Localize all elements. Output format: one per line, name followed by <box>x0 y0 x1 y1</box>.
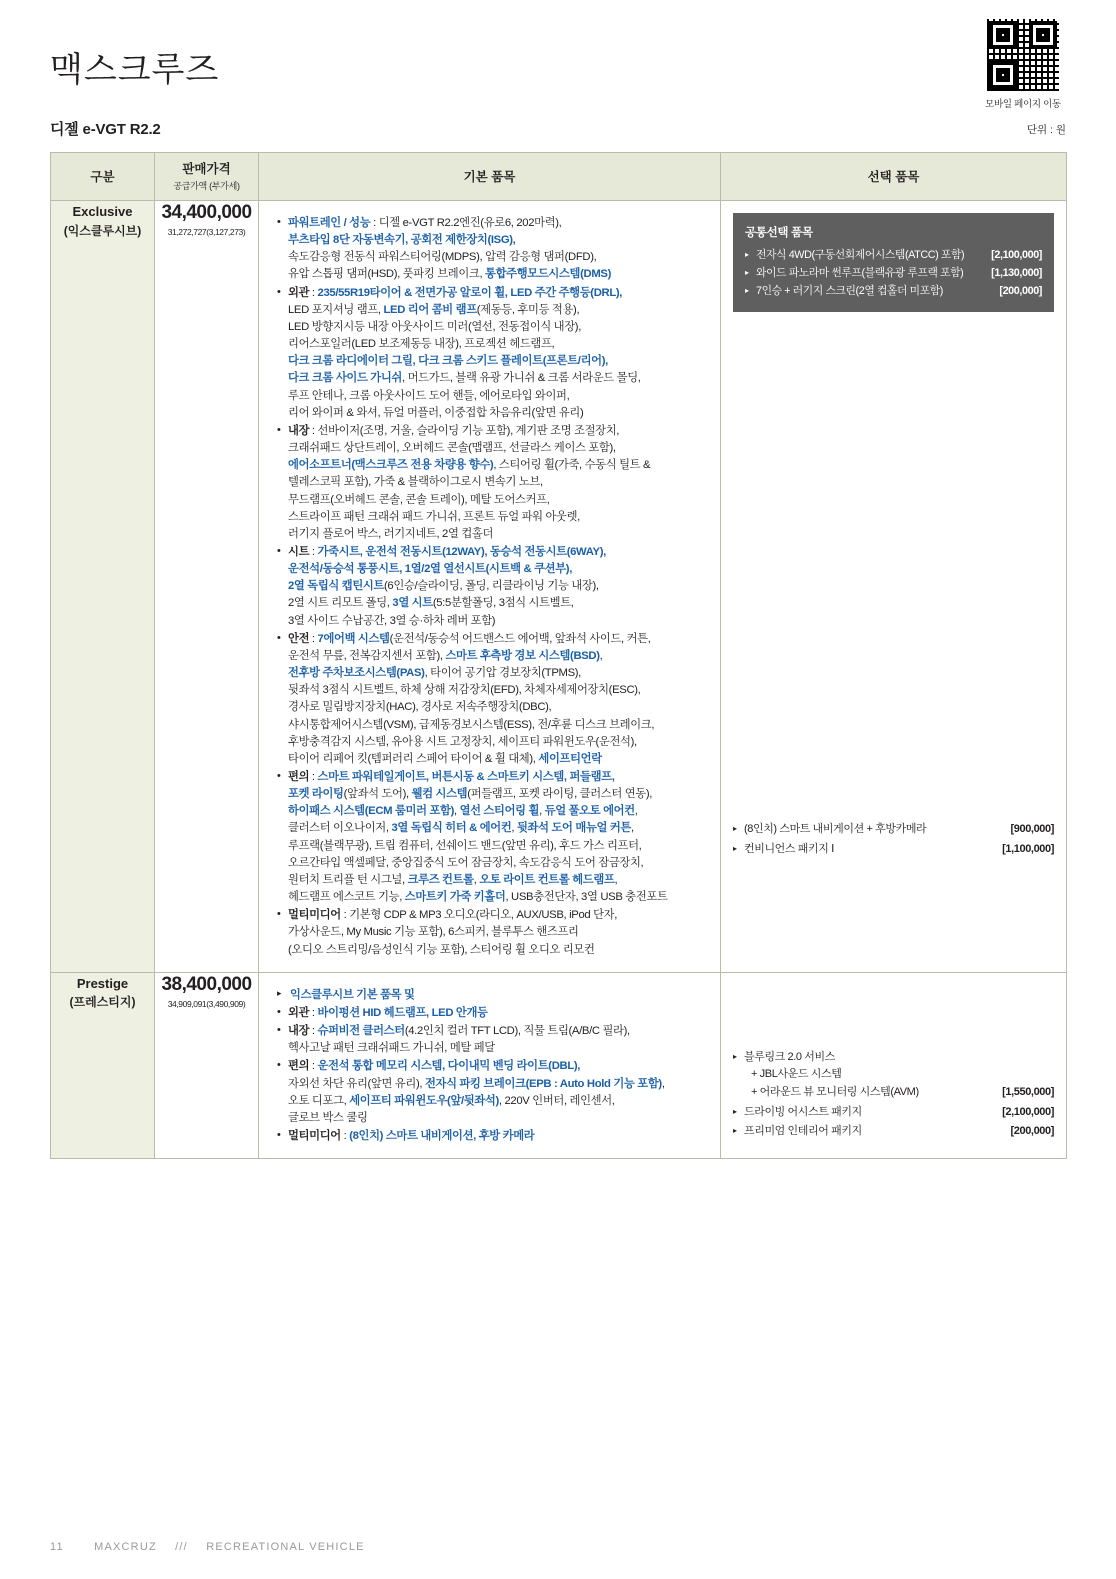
group-label: 내장 <box>288 424 310 437</box>
group-line: 후방충격감지 시스템, 유아용 시트 고정장치, 세이프티 파워윈도우(운전석), <box>288 735 637 748</box>
group-line: 루프랙(블랙무광), 트립 컴퓨터, 선쉐이드 밴드(앞면 유리), 후드 가스 리프터, <box>288 839 642 852</box>
group-line: 운전석 통합 메모리 시스템, 다이내믹 벤딩 라이트(DBL), <box>317 1060 581 1073</box>
group-line: 가죽시트, 운전석 전동시트(12WAY), 동승석 전동시트(6WAY), <box>317 545 606 558</box>
page-number: 11 <box>50 1541 64 1553</box>
engine-label: 디젤 e-VGT R2.2 <box>50 121 161 138</box>
option-price: [1,100,000] <box>1002 842 1054 855</box>
group-line: 선바이저(조명, 거울, 슬라이딩 기능 포함), 계기판 조명 조절장치, <box>317 424 620 437</box>
group-line: 리어 와이퍼 & 와셔, 듀얼 머플러, 이중접합 차음유리(앞면 유리) <box>288 406 584 419</box>
option-label: (8인치) 스마트 내비게이션 + 후방카메라 <box>744 823 927 835</box>
group-line: 스트라이프 패턴 크래쉬 패드 가니쉬, 프론트 듀얼 파워 아웃렛, <box>288 510 580 523</box>
option-price: [200,000] <box>1010 1125 1054 1138</box>
col-header-price-main: 판매가격 <box>182 162 231 176</box>
col-header-category: 구분 <box>51 153 155 201</box>
qr-caption: 모바일 페이지 이동 <box>985 99 1061 110</box>
qr-code-block <box>980 18 1066 110</box>
group-line: 오르간타입 액셀페달, 중앙집중식 도어 잠금장치, 속도감응식 도어 잠금장치, <box>288 856 644 869</box>
price-value: 38,400,000 <box>161 973 252 995</box>
basic-items-prestige <box>259 972 721 1158</box>
group-line: 원터치 트리플 턴 시그널, 크루즈 컨트롤, 오토 라이트 컨트롤 헤드램프, <box>288 873 618 886</box>
group-line: (8인치) 스마트 내비게이션, 후방 카메라 <box>349 1129 535 1142</box>
list-item: • 편의 : 운전석 통합 메모리 시스템, 다이내믹 벤딩 라이트(DBL), 자외선 차단 유리(앞면 유리), 전자식 파킹 브레이크(EPB : Auto Hold 기능 포함), 오토 디포그, 세이프티 파워윈도우(앞/뒷좌석), 220V 인버터, 레인센서, 글로브 박스 쿨링 <box>277 1058 708 1127</box>
group-label: 외관 <box>288 1006 310 1019</box>
arrow-icon: ▸ <box>745 285 749 295</box>
group-line: 운전석 무릎, 전복감지센서 포함), 스마트 후측방 경보 시스템(BSD), <box>288 649 603 662</box>
price-cell-exclusive <box>155 201 259 973</box>
group-line: 리어스포일러(LED 보조제동등 내장), 프로젝션 헤드램프, <box>288 338 555 351</box>
group-line: 헤드램프 에스코트 기능, 스마트키 가죽 키홀더, USB충전단자, 3열 USB 충전포트 <box>288 891 668 904</box>
table-row <box>51 972 1067 1158</box>
option-item[interactable] <box>733 841 1054 859</box>
option-price: [2,100,000] <box>991 249 1042 261</box>
page-header <box>50 0 1066 118</box>
option-price: [200,000] <box>999 284 1042 297</box>
col-header-basic: 기본 품목 <box>259 153 721 201</box>
option-sub-label: + JBL사운드 시스템 <box>751 1068 842 1081</box>
trim-name: Exclusive <box>72 204 133 219</box>
group-line: 오토 디포그, 세이프티 파워윈도우(앞/뒷좌석), 220V 인버터, 레인센서, <box>288 1094 615 1107</box>
option-label: 프리미엄 인테리어 패키지 <box>744 1125 862 1138</box>
col-header-price-sub: 공급가액 (부가세) <box>173 181 240 191</box>
group-line: 무드램프(오버헤드 콘솔, 콘솔 트레이), 메탈 도어스커프, <box>288 493 550 506</box>
group-line: 3열 사이드 수납공간, 3열 승·하차 레버 포함) <box>288 614 496 627</box>
page-title: 맥스크루즈 <box>50 51 220 89</box>
option-price: [900,000] <box>1010 823 1054 835</box>
trim-name: Prestige <box>76 975 129 991</box>
option-items-prestige <box>721 972 1067 1158</box>
group-line: LED 포지셔닝 램프, LED 리어 콤비 램프(제동등, 후미등 적용), <box>288 303 580 316</box>
arrow-icon: ▸ <box>733 824 737 833</box>
group-line: 슈퍼비전 클러스터(4.2인치 컬러 TFT LCD), 직물 트림(A/B/C 필라), <box>317 1025 630 1038</box>
price-value: 34,400,000 <box>161 202 252 223</box>
basic-items-exclusive <box>259 201 721 973</box>
arrow-icon: ▸ <box>745 250 749 259</box>
common-option-box <box>733 213 1054 312</box>
option-item[interactable] <box>733 1104 1054 1122</box>
trim-name-kr: (익스클루시브) <box>63 223 142 238</box>
list-item: • 내장 : 슈퍼비전 클러스터(4.2인치 컬러 TFT LCD), 직물 트림(A/B/C 필라), 헥사고날 패턴 크래쉬패드 가니쉬, 메탈 페달 <box>277 1023 708 1057</box>
spec-table <box>50 152 1067 1159</box>
common-option-title: 공통선택 품목 <box>745 227 813 239</box>
group-line: 2열 시트 리모트 폴딩, 3열 시트(5:5분할폴딩, 3점식 시트벨트, <box>288 597 574 610</box>
group-line: 다크 크롬 라디에이터 그릴, 다크 크롬 스키드 플레이트(프론트/리어), <box>288 355 608 368</box>
list-item: • 파워트레인 / 성능 : 디젤 e-VGT R2.2엔진(유로6, 202마력), 부츠타입 8단 자동변속기, 공회전 제한장치(ISG), 속도감응형 전동식 파워스티어링(MDPS), 압력 감응형 댐퍼(DFD), 유압 스톱핑 댐퍼(HSD), 풋파킹 브레이크, 통합주행모드시스템(DMS) <box>277 215 708 284</box>
group-line: 바이펑션 HID 헤드램프, LED 안개등 <box>317 1006 488 1019</box>
group-line: 2열 독립식 캡틴시트(6인승/슬라이딩, 폴딩, 리클라이닝 기능 내장), <box>288 580 599 593</box>
list-item: • 외관 : 바이펑션 HID 헤드램프, LED 안개등 <box>277 1005 708 1022</box>
group-line: 속도감응형 전동식 파워스티어링(MDPS), 압력 감응형 댐퍼(DFD), <box>288 251 597 264</box>
arrow-icon: ▸ <box>745 267 749 277</box>
price-cell-prestige <box>155 972 259 1158</box>
group-line: 클러스터 이오나이저, 3열 독립식 히터 & 에어컨, 뒷좌석 도어 매뉴얼 커튼, <box>288 822 634 835</box>
group-line: 하이패스 시스템(ECM 룸미러 포함), 열선 스티어링 휠, 듀얼 풀오토 에어컨, <box>288 805 638 818</box>
group-label: 익스클루시브 기본 품목 및 <box>290 988 415 1001</box>
group-line: 포켓 라이팅(앞좌석 도어), 웰컴 시스템(퍼들램프, 포켓 라이팅, 클러스터 연동), <box>288 788 653 801</box>
group-line: 235/55R19타이어 & 전면가공 알로이 휠, LED 주간 주행등(DRL), <box>317 286 623 299</box>
option-items-exclusive <box>721 201 1067 973</box>
unit-label: 단위 : 원 <box>1026 124 1066 136</box>
option-label: 드라이빙 어시스트 패키지 <box>744 1105 862 1118</box>
group-label: 편의 <box>288 771 310 783</box>
group-label: 외관 <box>288 286 310 299</box>
group-line: 크래쉬패드 상단트레이, 오버헤드 콘솔(맵램프, 선글라스 케이스 포함), <box>288 442 616 455</box>
col-header-price <box>155 153 259 201</box>
table-header-row <box>51 153 1067 201</box>
group-label: 안전 <box>288 632 310 645</box>
group-line: 가상사운드, My Music 기능 포함), 6스피커, 블루투스 핸즈프리 <box>288 926 579 939</box>
group-line: 유압 스톱핑 댐퍼(HSD), 풋파킹 브레이크, 통합주행모드시스템(DMS) <box>288 268 611 281</box>
group-label: 멀티미디어 <box>288 1129 341 1142</box>
group-line: 7에어백 시스템(운전석/동승석 어드밴스드 에어백, 앞좌석 사이드, 커튼, <box>317 632 651 645</box>
group-line: 헥사고날 패턴 크래쉬패드 가니쉬, 메탈 페달 <box>288 1042 495 1055</box>
group-line: 텔레스코픽 포함), 가죽 & 블랙하이그로시 변속기 노브, <box>288 476 543 489</box>
list-item: • 안전 : 7에어백 시스템(운전석/동승석 어드밴스드 에어백, 앞좌석 사이드, 커튼, 운전석 무릎, 전복감지센서 포함), 스마트 후측방 경보 시스템(BSD), 전후방 주차보조시스템(PAS), 타이어 공기압 경보장치(TPMS), 뒷좌석 3점식 시트벨트, 하체 상해 저감장치(EFD), 차체자세제어장치(ESC), 경사로 밀림방지장치(HAC), 경사로 저속주행장치(DBC), 샤시통합제어시스템(VSM), 급제동경보시스템(ESS), 전/후륜 디스크 브레이크, 후방충격감지 시스템, 유아용 시트 고정장치, 세이프티 파워윈도우(운전석), 타이어 리페어 킷(템퍼러리 스페어 타이어 & 휠 대체), 세이프티언락 <box>277 631 708 768</box>
group-label: 내장 <box>288 1025 310 1038</box>
option-price: [1,550,000] <box>1002 1085 1054 1098</box>
option-item[interactable] <box>733 1049 1054 1102</box>
list-item <box>277 987 708 1004</box>
group-line: 부츠타입 8단 자동변속기, 공회전 제한장치(ISG), <box>288 234 516 247</box>
group-label: 편의 <box>288 1060 310 1073</box>
basic-items-list <box>271 987 708 1145</box>
price-supply-value: 31,272,727(3,127,273) <box>167 227 246 237</box>
group-line: 자외선 차단 유리(앞면 유리), 전자식 파킹 브레이크(EPB : Auto Hold 기능 포함), <box>288 1077 665 1090</box>
group-label: 멀티미디어 <box>288 909 341 922</box>
footer-model: MAXCRUZ <box>94 1541 157 1553</box>
page-footer <box>50 1541 365 1553</box>
arrow-icon: ▸ <box>733 843 737 853</box>
option-sub-label: + 어라운드 뷰 모니터링 시스템(AVM) <box>751 1085 919 1098</box>
option-item[interactable] <box>733 821 1054 839</box>
list-item: • 내장 : 선바이저(조명, 거울, 슬라이딩 기능 포함), 계기판 조명 조절장치, 크래쉬패드 상단트레이, 오버헤드 콘솔(맵램프, 선글라스 케이스 포함), 에어소프트너(맥스크루즈 전용 차량용 향수), 스티어링 휠(가죽, 수동식 틸트 & 텔레스코픽 포함), 가죽 & 블랙하이그로시 변속기 노브, 무드램프(오버헤드 콘솔, 콘솔 트레이), 메탈 도어스커프, 스트라이프 패턴 크래쉬 패드 가니쉬, 프론트 듀얼 파워 아웃렛, 러기지 플로어 박스, 러기지네트, 2열 컵홀더 <box>277 423 708 543</box>
group-line: 러기지 플로어 박스, 러기지네트, 2열 컵홀더 <box>288 527 494 540</box>
option-label: 와이드 파노라마 썬루프(블랙유광 루프랙 포함) <box>756 266 964 279</box>
group-line: 디젤 e-VGT R2.2엔진(유로6, 202마력), <box>378 217 562 229</box>
group-line: 운전석/동승석 통풍시트, 1열/2열 열선시트(시트백 & 쿠션부), <box>288 563 572 576</box>
option-list-exclusive <box>721 821 1066 860</box>
group-line: (오디오 스트리밍/음성인식 기능 포함), 스티어링 휠 오디오 리모컨 <box>288 943 595 956</box>
option-list-prestige <box>721 973 1066 1141</box>
common-option-item[interactable] <box>745 247 1042 265</box>
list-item: • 멀티미디어 : (8인치) 스마트 내비게이션, 후방 카메라 <box>277 1128 708 1145</box>
qr-code-icon[interactable] <box>986 18 1060 92</box>
option-label: 전자식 4WD(구동선회제어시스템(ATCC) 포함) <box>756 249 965 261</box>
basic-items-list <box>271 215 708 959</box>
price-supply-value: 34,909,091(3,490,909) <box>167 998 246 1009</box>
col-header-option: 선택 품목 <box>721 153 1067 201</box>
footer-category: RECREATIONAL VEHICLE <box>206 1541 365 1553</box>
arrow-icon: ▸ <box>733 1126 737 1136</box>
group-label: 시트 <box>288 545 310 558</box>
option-item[interactable] <box>733 1123 1054 1141</box>
option-label <box>744 1049 996 1102</box>
option-label-main: 블루링크 2.0 서비스 <box>744 1050 835 1063</box>
group-line: 에어소프트너(맥스크루즈 전용 차량용 향수), 스티어링 휠(가죽, 수동식 틸트 & <box>288 459 651 472</box>
option-price: [1,130,000] <box>991 266 1042 279</box>
group-line: 전후방 주차보조시스템(PAS), 타이어 공기압 경보장치(TPMS), <box>288 667 581 680</box>
option-label: 7인승 + 러기지 스크린(2열 컵홀더 미포함) <box>756 284 943 297</box>
option-price: [2,100,000] <box>1002 1105 1054 1118</box>
group-line: 루프 안테나, 크롬 아웃사이드 도어 핸들, 에어로타입 와이퍼, <box>288 389 570 402</box>
group-line: 경사로 밀림방지장치(HAC), 경사로 저속주행장치(DBC), <box>288 701 552 714</box>
group-line: 샤시통합제어시스템(VSM), 급제동경보시스템(ESS), 전/후륜 디스크 브레이크, <box>288 718 655 731</box>
table-row <box>51 201 1067 973</box>
arrow-icon: ▸ <box>733 1051 737 1061</box>
footer-separator: /// <box>175 1541 188 1553</box>
group-label: 파워트레인 / 성능 <box>288 217 371 229</box>
group-line: 글로브 박스 쿨링 <box>288 1111 368 1124</box>
trim-cell-prestige <box>51 972 155 1158</box>
trim-cell-exclusive <box>51 201 155 973</box>
trim-name-kr: (프레스티지) <box>69 995 136 1010</box>
list-item: • 외관 : 235/55R19타이어 & 전면가공 알로이 휠, LED 주간 주행등(DRL), LED 포지셔닝 램프, LED 리어 콤비 램프(제동등, 후미등 적용), LED 방향지시등 내장 아웃사이드 미러(열선, 전동접이식 내장), 리어스포일러(LED 보조제동등 내장), 프로젝션 헤드램프, 다크 크롬 라디에이터 그릴, 다크 크롬 스키드 플레이트(프론트/리어), 다크 크롬 사이드 가니쉬, 머드가드, 블랙 유광 가니쉬 & 크롬 서라운드 몰딩, 루프 안테나, 크롬 아웃사이드 도어 핸들, 에어로타입 와이퍼, 리어 와이퍼 & 와셔, 듀얼 머플러, 이중접합 차음유리(앞면 유리) <box>277 285 708 422</box>
arrow-icon: ▸ <box>733 1106 737 1116</box>
option-label: 컨비니언스 패키지 Ⅰ <box>744 842 834 855</box>
list-item: • 멀티미디어 : 기본형 CDP & MP3 오디오(라디오, AUX/USB, iPod 단자, 가상사운드, My Music 기능 포함), 6스피커, 블루투스 핸즈프리 (오디오 스트리밍/음성인식 기능 포함), 스티어링 휠 오디오 리모컨 <box>277 907 708 958</box>
list-item: • 시트 : 가죽시트, 운전석 전동시트(12WAY), 동승석 전동시트(6WAY), 운전석/동승석 통풍시트, 1열/2열 열선시트(시트백 & 쿠션부), 2열 독립식 캡틴시트(6인승/슬라이딩, 폴딩, 리클라이닝 기능 내장), 2열 시트 리모트 폴딩, 3열 시트(5:5분할폴딩, 3점식 시트벨트, 3열 사이드 수납공간, 3열 승·하차 레버 포함) <box>277 544 708 630</box>
list-item: • 편의 : 스마트 파워테일게이트, 버튼시동 & 스마트키 시스템, 퍼들램프, 포켓 라이팅(앞좌석 도어), 웰컴 시스템(퍼들램프, 포켓 라이팅, 클러스터 연동), 하이패스 시스템(ECM 룸미러 포함), 열선 스티어링 휠, 듀얼 풀오토 에어컨, 클러스터 이오나이저, 3열 독립식 히터 & 에어컨, 뒷좌석 도어 매뉴얼 커튼, 루프랙(블랙무광), 트립 컴퓨터, 선쉐이드 밴드(앞면 유리), 후드 가스 리프터, 오르간타입 액셀페달, 중앙집중식 도어 잠금장치, 속도감응식 도어 잠금장치, 원터치 트리플 턴 시그널, 크루즈 컨트롤, 오토 라이트 컨트롤 헤드램프, 헤드램프 에스코트 기능, 스마트키 가죽 키홀더, USB충전단자, 3열 USB 충전포트 <box>277 769 708 906</box>
group-line: 스마트 파워테일게이트, 버튼시동 & 스마트키 시스템, 퍼들램프, <box>317 771 615 783</box>
group-line: 기본형 CDP & MP3 오디오(라디오, AUX/USB, iPod 단자, <box>349 909 618 922</box>
group-line: 다크 크롬 사이드 가니쉬, 머드가드, 블랙 유광 가니쉬 & 크롬 서라운드 몰딩, <box>288 372 641 385</box>
group-line: 뒷좌석 3점식 시트벨트, 하체 상해 저감장치(EFD), 차체자세제어장치(ESC), <box>288 684 641 697</box>
sub-header <box>50 118 1066 148</box>
group-line: LED 방향지시등 내장 아웃사이드 미러(열선, 전동접이식 내장), <box>288 320 582 333</box>
common-option-item[interactable] <box>745 283 1042 301</box>
common-option-item[interactable] <box>745 265 1042 283</box>
group-line: 타이어 리페어 킷(템퍼러리 스페어 타이어 & 휠 대체), 세이프티언락 <box>288 752 602 765</box>
